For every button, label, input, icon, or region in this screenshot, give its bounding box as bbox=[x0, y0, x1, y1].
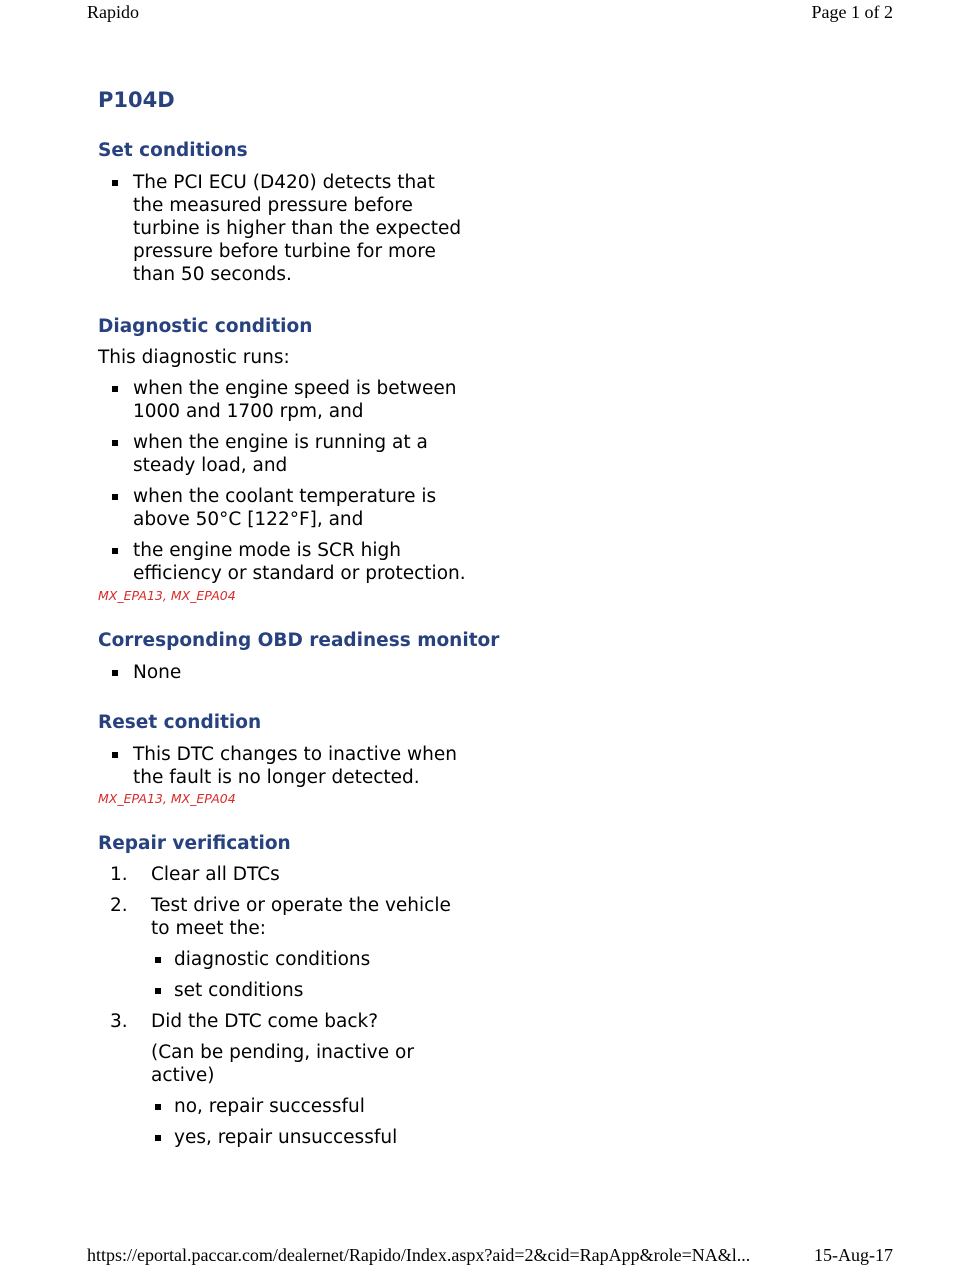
section-heading-set-conditions: Set conditions bbox=[98, 140, 248, 161]
diagnostic-intro-text: This diagnostic runs: bbox=[98, 347, 290, 368]
bullet-icon bbox=[155, 988, 161, 994]
list-item-text: turbine is higher than the expected bbox=[133, 218, 462, 239]
sub-list-item-text: diagnostic conditions bbox=[174, 949, 371, 970]
step-text: to meet the: bbox=[151, 918, 266, 939]
list-item-text: when the engine speed is between bbox=[133, 378, 457, 399]
list-item-text: the engine mode is SCR high bbox=[133, 540, 401, 561]
list-item-text: when the coolant temperature is bbox=[133, 486, 437, 507]
bullet-icon bbox=[112, 548, 118, 554]
list-item-text: pressure before turbine for more bbox=[133, 241, 436, 262]
bullet-icon bbox=[112, 440, 118, 446]
list-item-text: This DTC changes to inactive when bbox=[133, 744, 457, 765]
bullet-icon bbox=[155, 1135, 161, 1141]
bullet-icon bbox=[112, 386, 118, 392]
list-item-text: the fault is no longer detected. bbox=[133, 767, 420, 788]
step-number: 1. bbox=[110, 864, 128, 885]
bullet-icon bbox=[112, 180, 118, 186]
list-item-text: when the engine is running at a bbox=[133, 432, 428, 453]
section-heading-obd-monitor: Corresponding OBD readiness monitor bbox=[98, 630, 500, 651]
list-item-text: The PCI ECU (D420) detects that bbox=[133, 172, 435, 193]
list-item-text: None bbox=[133, 662, 182, 683]
bullet-icon bbox=[112, 494, 118, 500]
footer-url: https://eportal.paccar.com/dealernet/Rapido/Index.aspx?aid=2&cid=RapApp&role=NA&l... bbox=[87, 1245, 751, 1265]
step-number: 3. bbox=[110, 1011, 128, 1032]
sub-list-item-text: no, repair successful bbox=[174, 1096, 365, 1117]
list-item-text: 1000 and 1700 rpm, and bbox=[133, 401, 364, 422]
section-heading-diagnostic-condition: Diagnostic condition bbox=[98, 316, 313, 337]
model-note: MX_EPA13, MX_EPA04 bbox=[98, 791, 236, 806]
bullet-icon bbox=[112, 670, 118, 676]
step-text: Did the DTC come back? bbox=[151, 1011, 379, 1032]
step-text: Test drive or operate the vehicle bbox=[151, 895, 451, 916]
step-note-text: (Can be pending, inactive or bbox=[151, 1042, 414, 1063]
bullet-icon bbox=[155, 957, 161, 963]
bullet-icon bbox=[112, 752, 118, 758]
list-item-text: than 50 seconds. bbox=[133, 264, 292, 285]
sub-list-item-text: yes, repair unsuccessful bbox=[174, 1127, 398, 1148]
footer-date: 15-Aug-17 bbox=[814, 1245, 893, 1265]
step-note-text: active) bbox=[151, 1065, 215, 1086]
list-item-text: efficiency or standard or protection. bbox=[133, 563, 466, 584]
section-heading-reset-condition: Reset condition bbox=[98, 712, 262, 733]
list-item-text: the measured pressure before bbox=[133, 195, 413, 216]
page-title: P104D bbox=[98, 88, 175, 112]
list-item-text: steady load, and bbox=[133, 455, 288, 476]
section-heading-repair-verification: Repair verification bbox=[98, 833, 291, 854]
header-app-name: Rapido bbox=[87, 2, 139, 22]
model-note: MX_EPA13, MX_EPA04 bbox=[98, 588, 236, 603]
sub-list-item-text: set conditions bbox=[174, 980, 304, 1001]
step-number: 2. bbox=[110, 895, 128, 916]
header-page-number: Page 1 of 2 bbox=[811, 2, 893, 22]
step-text: Clear all DTCs bbox=[151, 864, 280, 885]
bullet-icon bbox=[155, 1104, 161, 1110]
list-item-text: above 50°C [122°F], and bbox=[133, 509, 364, 530]
